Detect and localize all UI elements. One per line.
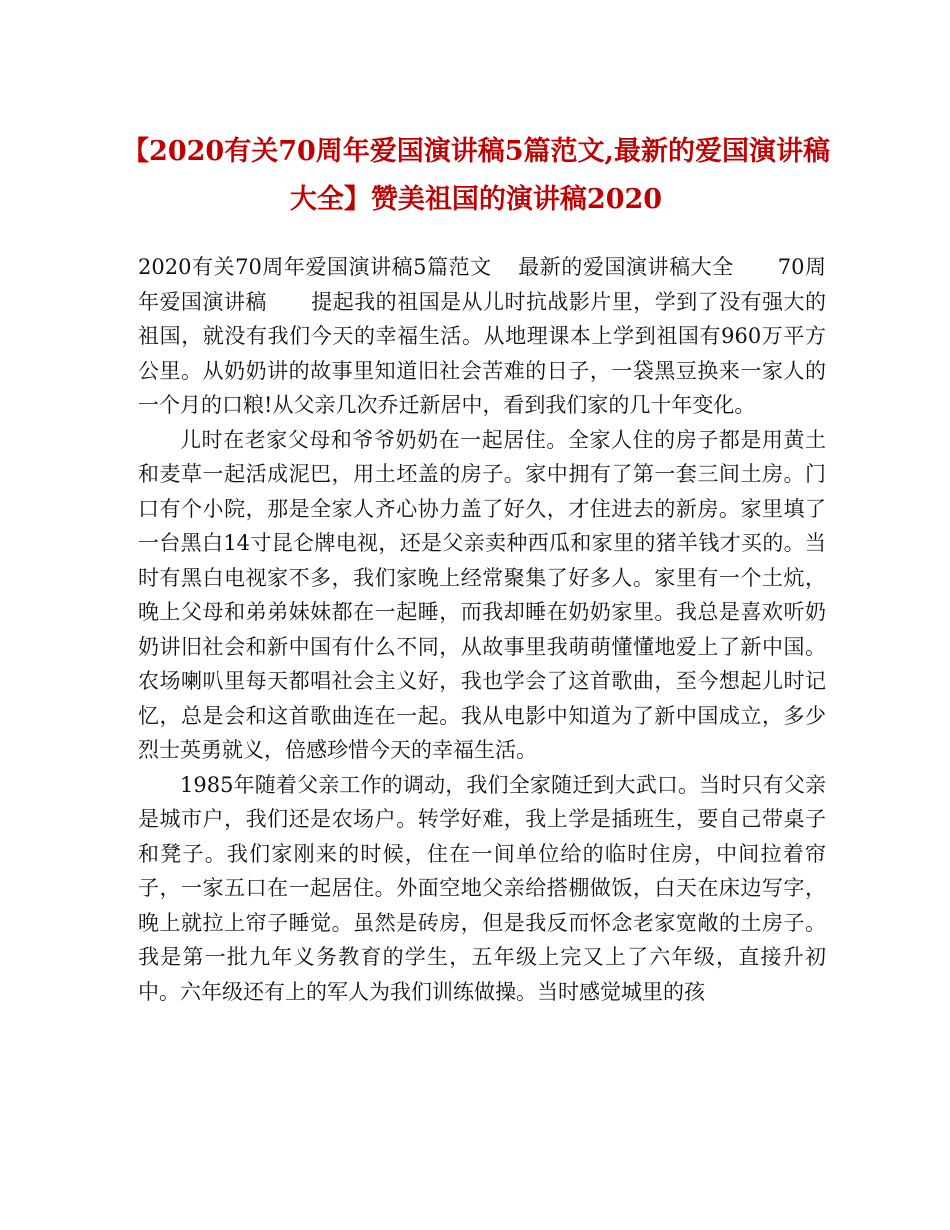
intro-part-3: 70周年爱国演讲稿	[138, 255, 827, 314]
document-title: 【2020有关70周年爱国演讲稿5篇范文,最新的爱国演讲稿大全】赞美祖国的演讲稿2020	[122, 136, 830, 215]
intro-part-4: 提起我的祖国是从儿时抗战影片里，学到了没有强大的祖国，就没有我们今天的幸福生活。从地理课本上学到祖国有960万平方公里。从奶奶讲的故事里知道旧社会苦难的日子，一袋黑豆换来一家人的一个月的口粮!从父亲几次乔迁新居中，看到我们家的几十年变化。	[138, 289, 827, 417]
body-paragraph-1: 儿时在老家父母和爷爷奶奶在一起居住。全家人住的房子都是用黄土和麦草一起活成泥巴，用土坯盖的房子。家中拥有了第一套三间土房。门口有个小院，那是全家人齐心协力盖了好久，才住进去的新房。家里填了一台黑白14寸昆仑牌电视，还是父亲卖种西瓜和家里的猪羊钱才买的。当时有黑白电视家不多，我们家晚上经常聚集了好多人。家里有一个土炕，晚上父母和弟弟妹妹都在一起睡，而我却睡在奶奶家里。我总是喜欢听奶奶讲旧社会和新中国有什么不同，从故事里我萌萌懂懂地爱上了新中国。农场喇叭里每天都唱社会主义好，我也学会了这首歌曲，至今想起儿时记忆，总是会和这首歌曲连在一起。我从电影中知道为了新中国成立，多少烈士英勇就义，倍感珍惜今天的幸福生活。	[138, 427, 826, 762]
intro-part-1: 2020有关70周年爱国演讲稿5篇范文	[138, 255, 492, 279]
intro-paragraph	[138, 250, 826, 423]
intro-part-2: 最新的爱国演讲稿大全	[517, 255, 734, 279]
body-paragraph-2: 1985年随着父亲工作的调动，我们全家随迁到大武口。当时只有父亲是城市户，我们还是农场户。转学好难，我上学是插班生，要自己带桌子和凳子。我们家刚来的时候，住在一间单位给的临时住房，中间拉着帘子，一家五口在一起居住。外面空地父亲给搭棚做饭，白天在床边写字，晚上就拉上帘子睡觉。虽然是砖房，但是我反而怀念老家宽敞的土房子。我是第一批九年义务教育的学生，五年级上完又上了六年级，直接升初中。六年级还有上的军人为我们训练做操。当时感觉城里的孩	[138, 772, 826, 1004]
document-body	[138, 250, 826, 1009]
